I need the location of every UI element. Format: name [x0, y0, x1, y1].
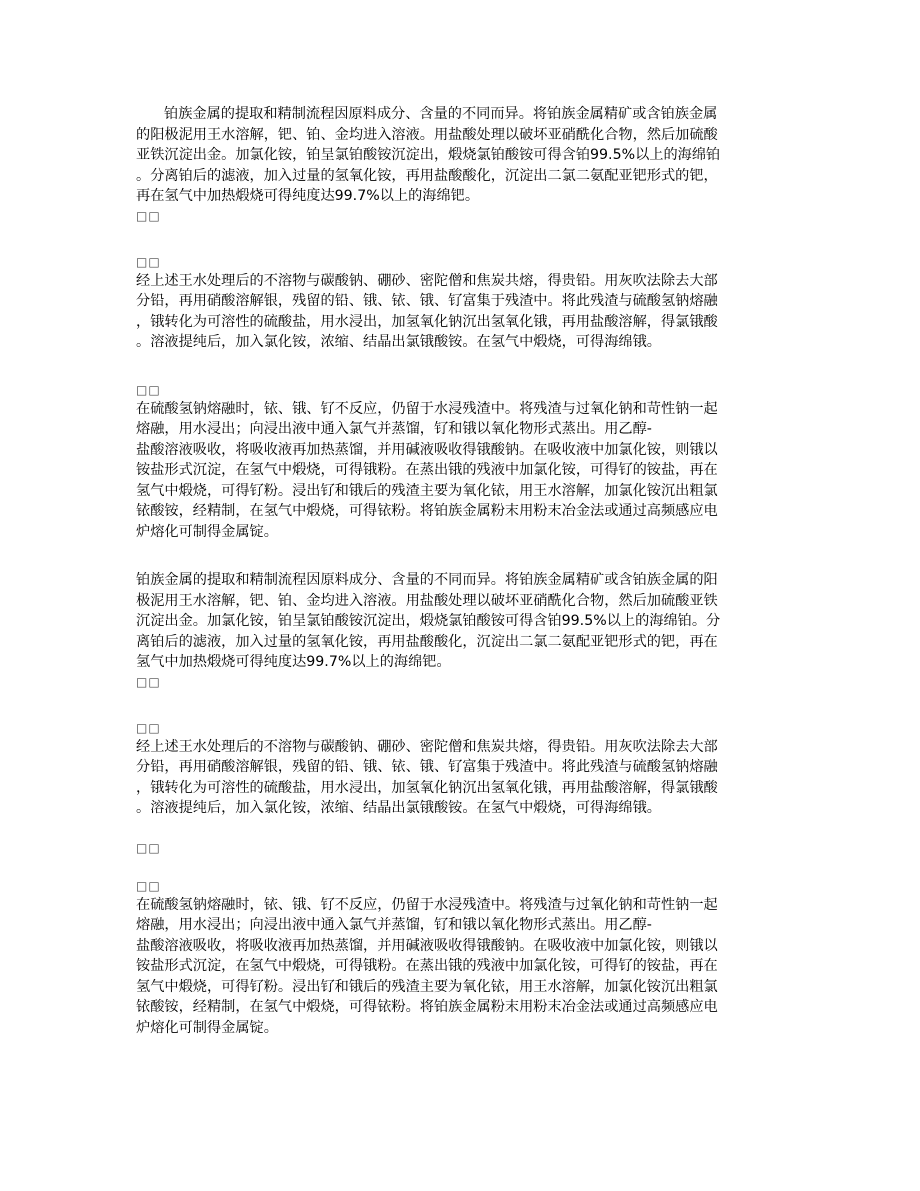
paragraph-1-cont — [136, 125, 786, 207]
document-page — [136, 104, 786, 1038]
text-line: 。分离铂后的滤液，加入过量的氢氧化铵，再用盐酸酸化，沉淀出二氯二氨配亚钯形式的钯， — [136, 167, 718, 184]
placeholder-glyph-marker: □□ — [136, 840, 161, 855]
text-line: 分铅，再用硝酸溶解银，残留的铅、锇、铱、锇、钌富集于残渣中。将此残渣与硫酸氢钠熔融 — [136, 293, 718, 309]
text-line: 分铅，再用硝酸溶解银，残留的铅、锇、铱、锇、钌富集于残渣中。将此残渣与硫酸氢钠熔融 — [136, 759, 718, 775]
text-line: 的阳极泥用王水溶解，钯、铂、金均进入溶液。用盐酸处理以破坏亚硝酰化合物，然后加硫酸 — [136, 126, 718, 143]
paragraph-4 — [136, 570, 786, 673]
text-line: 再在氢气中加热煅烧可得纯度达99.7%以上的海绵钯。 — [136, 188, 480, 204]
paragraph-5 — [136, 737, 786, 819]
text-line: 极泥用王水溶解，钯、铂、金均进入溶液。用盐酸处理以破坏亚硝酰化合物，然后加硫酸亚铁 — [136, 592, 718, 609]
text-line: 铵盐形式沉淀，在氢气中煅烧，可得锇粉。在蒸出锇的残液中加氯化铵，可得钌的铵盐，再在 — [136, 958, 718, 974]
text-line: 氢气中加热煅烧可得纯度达99.7%以上的海绵钯。 — [136, 654, 451, 670]
text-line: 在硫酸氢钠熔融时，铱、锇、钌不反应，仍留于水浸残渣中。将残渣与过氧化钠和苛性钠一起 — [136, 400, 718, 417]
text-line: 炉熔化可制得金属锭。 — [136, 1019, 278, 1036]
text-line: 铵盐形式沉淀，在氢气中煅烧，可得锇粉。在蒸出锇的残液中加氯化铵，可得钌的铵盐，再在 — [136, 462, 718, 478]
placeholder-glyph-marker: □□ — [136, 878, 161, 893]
paragraph-2 — [136, 271, 786, 353]
text-line: 铂族金属的提取和精制流程因原料成分、含量的不同而异。将铂族金属精矿或含铂族金属的阳 — [136, 572, 718, 588]
text-line: 经上述王水处理后的不溶物与碳酸钠、硼砂、密陀僧和焦炭共熔，得贵铅。用灰吹法除去大部 — [136, 738, 718, 755]
text-line: 铱酸铵，经精制，在氢气中煅烧，可得铱粉。将铂族金属粉末用粉末冶金法或通过高频感应电 — [136, 503, 718, 519]
text-line: 铱酸铵，经精制，在氢气中煅烧，可得铱粉。将铂族金属粉末用粉末冶金法或通过高频感应电 — [136, 999, 718, 1015]
text-line: ，锇转化为可溶性的硫酸盐，用水浸出，加氢氧化钠沉出氢氧化锇，再用盐酸溶解，得氯锇酸 — [136, 313, 718, 330]
text-line: 离铂后的滤液，加入过量的氢氧化铵，再用盐酸酸化，沉淀出二氯二氨配亚钯形式的钯，再在 — [136, 633, 718, 650]
text-line: 经上述王水处理后的不溶物与碳酸钠、硼砂、密陀僧和焦炭共熔，得贵铅。用灰吹法除去大部 — [136, 272, 718, 289]
text-line: 氢气中煅烧，可得钌粉。浸出钌和锇后的残渣主要为氧化铱，用王水溶解，加氯化铵沉出粗氯 — [136, 482, 718, 499]
placeholder-glyph-marker: □□ — [136, 208, 161, 223]
text-line: 盐酸溶液吸收，将吸收液再加热蒸馏，并用碱液吸收得锇酸钠。在吸收液中加氯化铵，则锇以 — [136, 441, 718, 458]
text-line: 铂族金属的提取和精制流程因原料成分、含量的不同而异。将铂族金属精矿或含铂族金属 — [164, 106, 718, 122]
text-line: 盐酸溶液吸收，将吸收液再加热蒸馏，并用碱液吸收得锇酸钠。在吸收液中加氯化铵，则锇以 — [136, 937, 718, 954]
paragraph-6 — [136, 895, 786, 1039]
text-line: 。溶液提纯后，加入氯化铵，浓缩、结晶出氯锇酸铵。在氢气中煅烧，可得海绵锇。 — [136, 334, 661, 350]
text-line: 在硫酸氢钠熔融时，铱、锇、钌不反应，仍留于水浸残渣中。将残渣与过氧化钠和苛性钠一起 — [136, 896, 718, 913]
placeholder-glyph-marker: □□ — [136, 382, 161, 397]
placeholder-glyph-marker: □□ — [136, 720, 161, 735]
paragraph-3 — [136, 399, 786, 543]
placeholder-glyph-marker: □□ — [136, 254, 161, 269]
text-line: 沉淀出金。加氯化铵，铂呈氯铂酸铵沉淀出，煅烧氯铂酸铵可得含铂99.5%以上的海绵铂。分 — [136, 613, 721, 629]
text-line: 炉熔化可制得金属锭。 — [136, 523, 278, 540]
text-line: 。溶液提纯后，加入氯化铵，浓缩、结晶出氯锇酸铵。在氢气中煅烧，可得海绵锇。 — [136, 800, 661, 816]
paragraph-1 — [136, 104, 786, 125]
text-line: 熔融，用水浸出；向浸出液中通入氯气并蒸馏，钌和锇以氧化物形式蒸出。用乙醇- — [136, 421, 652, 437]
text-line: 氢气中煅烧，可得钌粉。浸出钌和锇后的残渣主要为氧化铱，用王水溶解，加氯化铵沉出粗氯 — [136, 978, 718, 995]
text-line: ，锇转化为可溶性的硫酸盐，用水浸出，加氢氧化钠沉出氢氧化锇，再用盐酸溶解，得氯锇酸 — [136, 779, 718, 796]
text-line: 熔融，用水浸出；向浸出液中通入氯气并蒸馏，钌和锇以氧化物形式蒸出。用乙醇- — [136, 917, 652, 933]
placeholder-glyph-marker: □□ — [136, 674, 161, 689]
text-line: 亚铁沉淀出金。加氯化铵，铂呈氯铂酸铵沉淀出，煅烧氯铂酸铵可得含铂99.5%以上的海绵铂 — [136, 147, 721, 163]
